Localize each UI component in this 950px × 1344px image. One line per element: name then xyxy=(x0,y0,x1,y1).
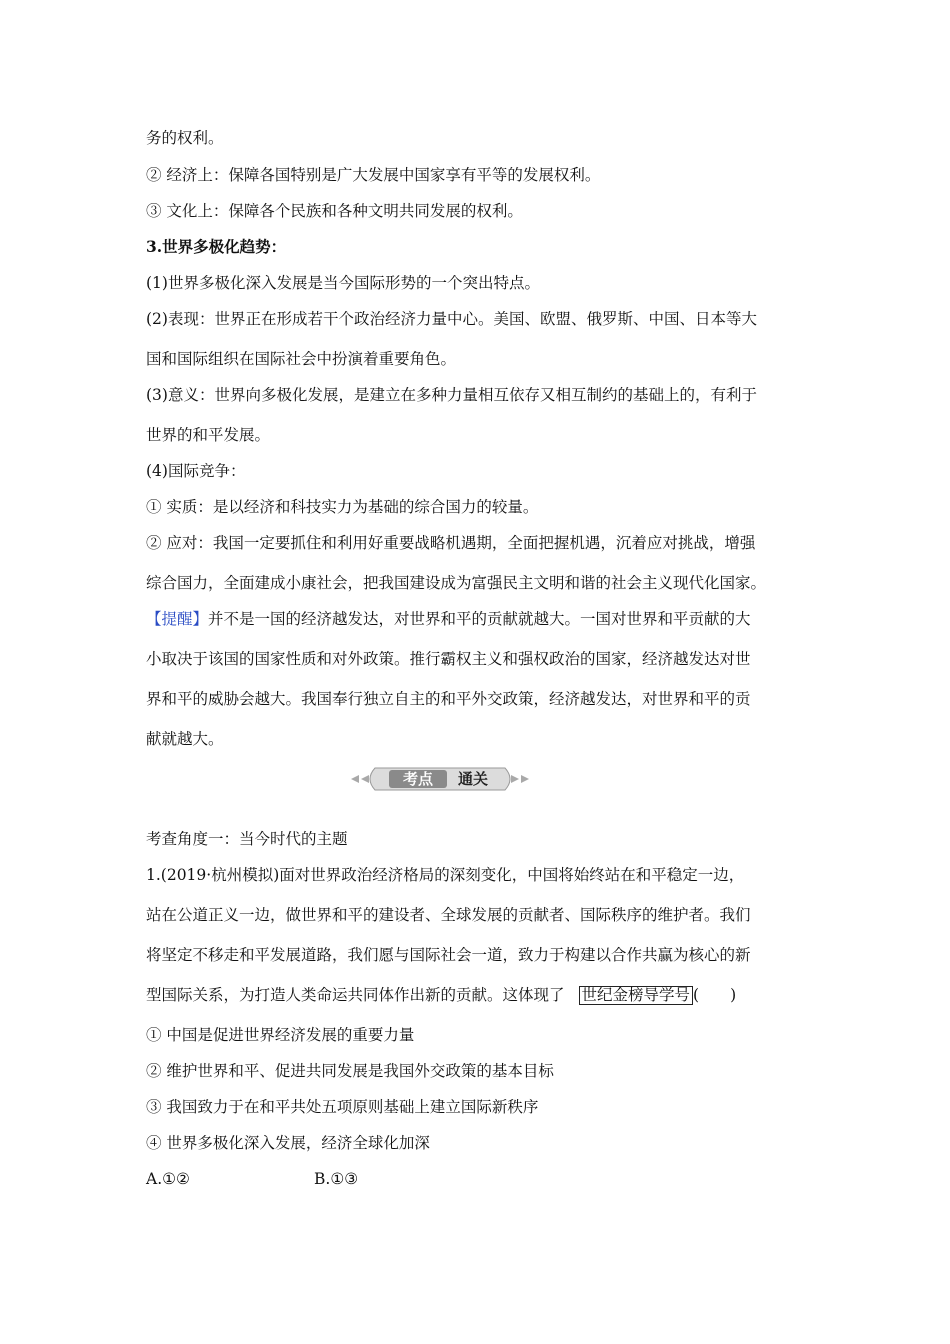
text-line: 务的权利。 xyxy=(146,129,224,147)
text-line: (1)世界多极化深入发展是当今国际形势的一个突出特点。 xyxy=(146,274,540,292)
question-text: 型国际关系，为打造人类命运共同体作出新的贡献。这体现了 xyxy=(146,986,565,1004)
statement-item: ① 中国是促进世界经济发展的重要力量 xyxy=(146,1026,415,1044)
section-banner xyxy=(345,762,535,796)
text-line: ① 实质：是以经济和科技实力为基础的综合国力的较量。 xyxy=(146,498,539,516)
answer-blank: ( ) xyxy=(693,986,737,1004)
option-b[interactable]: B.①③ xyxy=(314,1170,359,1188)
statement-item: ② 维护世界和平、促进共同发展是我国外交政策的基本目标 xyxy=(146,1062,554,1080)
answer-options xyxy=(146,1169,816,1189)
question-angle: 考查角度一：当今时代的主题 xyxy=(146,830,348,848)
section-heading: 3.世界多极化趋势： xyxy=(146,237,287,256)
text-line: 综合国力，全面建成小康社会，把我国建设成为富强民主文明和谐的社会主义现代化国家。 xyxy=(146,574,767,592)
banner-label-2: 通关 xyxy=(457,770,489,788)
question-line xyxy=(146,985,816,1005)
text-line: ② 应对：我国一定要抓住和利用好重要战略机遇期，全面把握机遇，沉着应对挑战，增强 xyxy=(146,534,756,552)
statement-item: ③ 我国致力于在和平共处五项原则基础上建立国际新秩序 xyxy=(146,1098,539,1116)
banner-label-1: 考点 xyxy=(402,770,434,788)
guide-number-box: 世纪金榜导学号 xyxy=(579,986,694,1005)
text-line: 世界的和平发展。 xyxy=(146,426,271,444)
question-line: 1.(2019·杭州模拟)面对世界政治经济格局的深刻变化，中国将始终站在和平稳定一边， xyxy=(146,866,745,884)
text-line: 界和平的威胁会越大。我国奉行独立自主的和平外交政策，经济越发达，对世界和平的贡 xyxy=(146,690,751,708)
text-line: (2)表现：世界正在形成若干个政治经济力量中心。美国、欧盟、俄罗斯、中国、日本等大 xyxy=(146,310,757,328)
tip-tag: 【提醒】 xyxy=(146,610,209,628)
question-line: 将坚定不移走和平发展道路，我们愿与国际社会一道，致力于构建以合作共赢为核心的新 xyxy=(146,946,751,964)
text-line: 小取决于该国的国家性质和对外政策。推行霸权主义和强权政治的国家，经济越发达对世 xyxy=(146,650,751,668)
tip-paragraph xyxy=(146,609,816,629)
text-line: ③ 文化上：保障各个民族和各种文明共同发展的权利。 xyxy=(146,202,523,220)
text-line: ② 经济上：保障各国特别是广大发展中国家享有平等的发展权利。 xyxy=(146,166,601,184)
tip-text: 并不是一国的经济越发达，对世界和平的贡献就越大。一国对世界和平贡献的大 xyxy=(208,610,751,628)
statement-item: ④ 世界多极化深入发展，经济全球化加深 xyxy=(146,1134,430,1152)
text-line: 国和国际组织在国际社会中扮演着重要角色。 xyxy=(146,350,457,368)
question-line: 站在公道正义一边，做世界和平的建设者、全球发展的贡献者、国际秩序的维护者。我们 xyxy=(146,906,751,924)
text-line: 献就越大。 xyxy=(146,730,224,748)
option-a[interactable]: A.①② xyxy=(146,1170,190,1188)
text-line: (4)国际竞争： xyxy=(146,462,246,480)
text-line: (3)意义：世界向多极化发展，是建立在多种力量相互依存又相互制约的基础上的，有利于 xyxy=(146,386,757,404)
